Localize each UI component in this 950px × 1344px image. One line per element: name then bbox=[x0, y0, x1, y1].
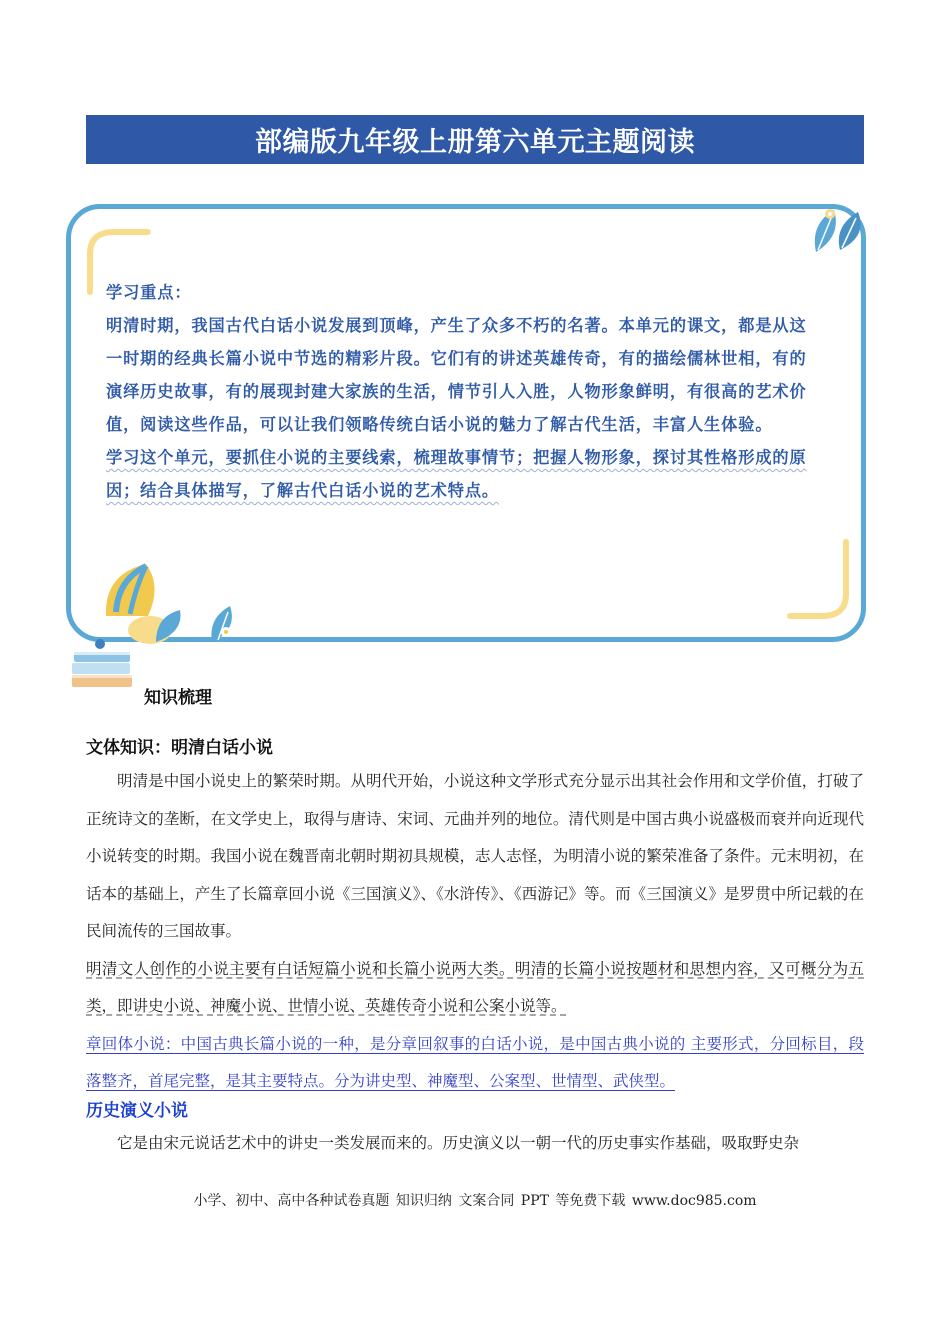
history-body bbox=[86, 1125, 864, 1163]
zhanghui-definition[interactable] bbox=[86, 1026, 864, 1101]
section-label: 知识梳理 bbox=[144, 688, 212, 708]
learning-focus-text bbox=[106, 276, 822, 507]
books-icon bbox=[70, 638, 136, 692]
title-banner bbox=[86, 115, 864, 164]
page-footer: 小学、初中、高中各种试卷真题 知识归纳 文案合同 PPT 等免费下载 www.doc985.com bbox=[193, 1193, 757, 1209]
genre-paragraph bbox=[86, 951, 864, 1026]
learning-focus-heading: 学习重点： bbox=[106, 283, 192, 302]
page-title: 部编版九年级上册第六单元主题阅读 bbox=[255, 127, 695, 158]
genre-paragraph-text: 明清文人创作的小说主要有白话短篇小说和长篇小说两大类。明清的长篇小说按题材和思想内容，又可概分为五类，即讲史小说、神魔小说、世情小说、英雄传奇小说和公案小说等。 bbox=[86, 959, 864, 1015]
learning-focus-paragraph: 明清时期，我国古代白话小说发展到顶峰，产生了众多不朽的名著。本单元的课文，都是从这一时期的经典长篇小说中节选的精彩片段。它们有的讲述英雄传奇，有的描绘儒林世相，有的演绎历史故事，有的展现封建大家族的生活，情节引人入胜，人物形象鲜明，有很高的艺术价值，阅读这些作品，可以让我们领略传统白话小说的魅力了解古代生活，丰富人生体验。 bbox=[106, 316, 807, 434]
genre-paragraph: 明清是中国小说史上的繁荣时期。从明代开始，小说这种文学形式充分显示出其社会作用和文学价值，打破了正统诗文的垄断，在文学史上，取得与唐诗、宋词、元曲并列的地位。清代则是中国古典小说盛极而衰并向近现代小说转变的时期。我国小说在魏晋南北朝时期初具规模，志人志怪，为明清小说的繁荣准备了条件。元末明初，在话本的基础上，产生了长篇章回小说《三国演义》、《水浒传》、《西游记》等。而《三国演义》是罗贯中所记载的在民间流传的三国故事。 bbox=[86, 772, 864, 940]
zhanghui-definition-link[interactable]: 章回体小说：中国古典长篇小说的一种，是分章回叙事的白话小说，是中国古典小说的 主要形式，分回标目，段落整齐，首尾完整，是其主要特点。分为讲史型、神魔型、公案型、世情型、武侠型。 bbox=[86, 1034, 864, 1090]
learning-focus-paragraph: 学习这个单元，要抓住小说的主要线索，梳理故事情节；把握人物形象，探讨其性格形成的原因；结合具体描写，了解古代白话小说的艺术特点。 bbox=[106, 448, 807, 500]
leaf-decoration-icon bbox=[806, 196, 870, 260]
genre-heading: 文体知识：明清白话小说 bbox=[86, 738, 273, 758]
corner-bracket-decoration bbox=[784, 538, 854, 622]
history-paragraph: 它是由宋元说话艺术中的讲史一类发展而来的。历史演义以一朝一代的历史事实作基础，吸取野史杂 bbox=[117, 1134, 800, 1152]
umbrella-decoration-icon bbox=[96, 556, 256, 646]
history-heading: 历史演义小说 bbox=[86, 1101, 188, 1121]
genre-body bbox=[86, 763, 864, 1101]
